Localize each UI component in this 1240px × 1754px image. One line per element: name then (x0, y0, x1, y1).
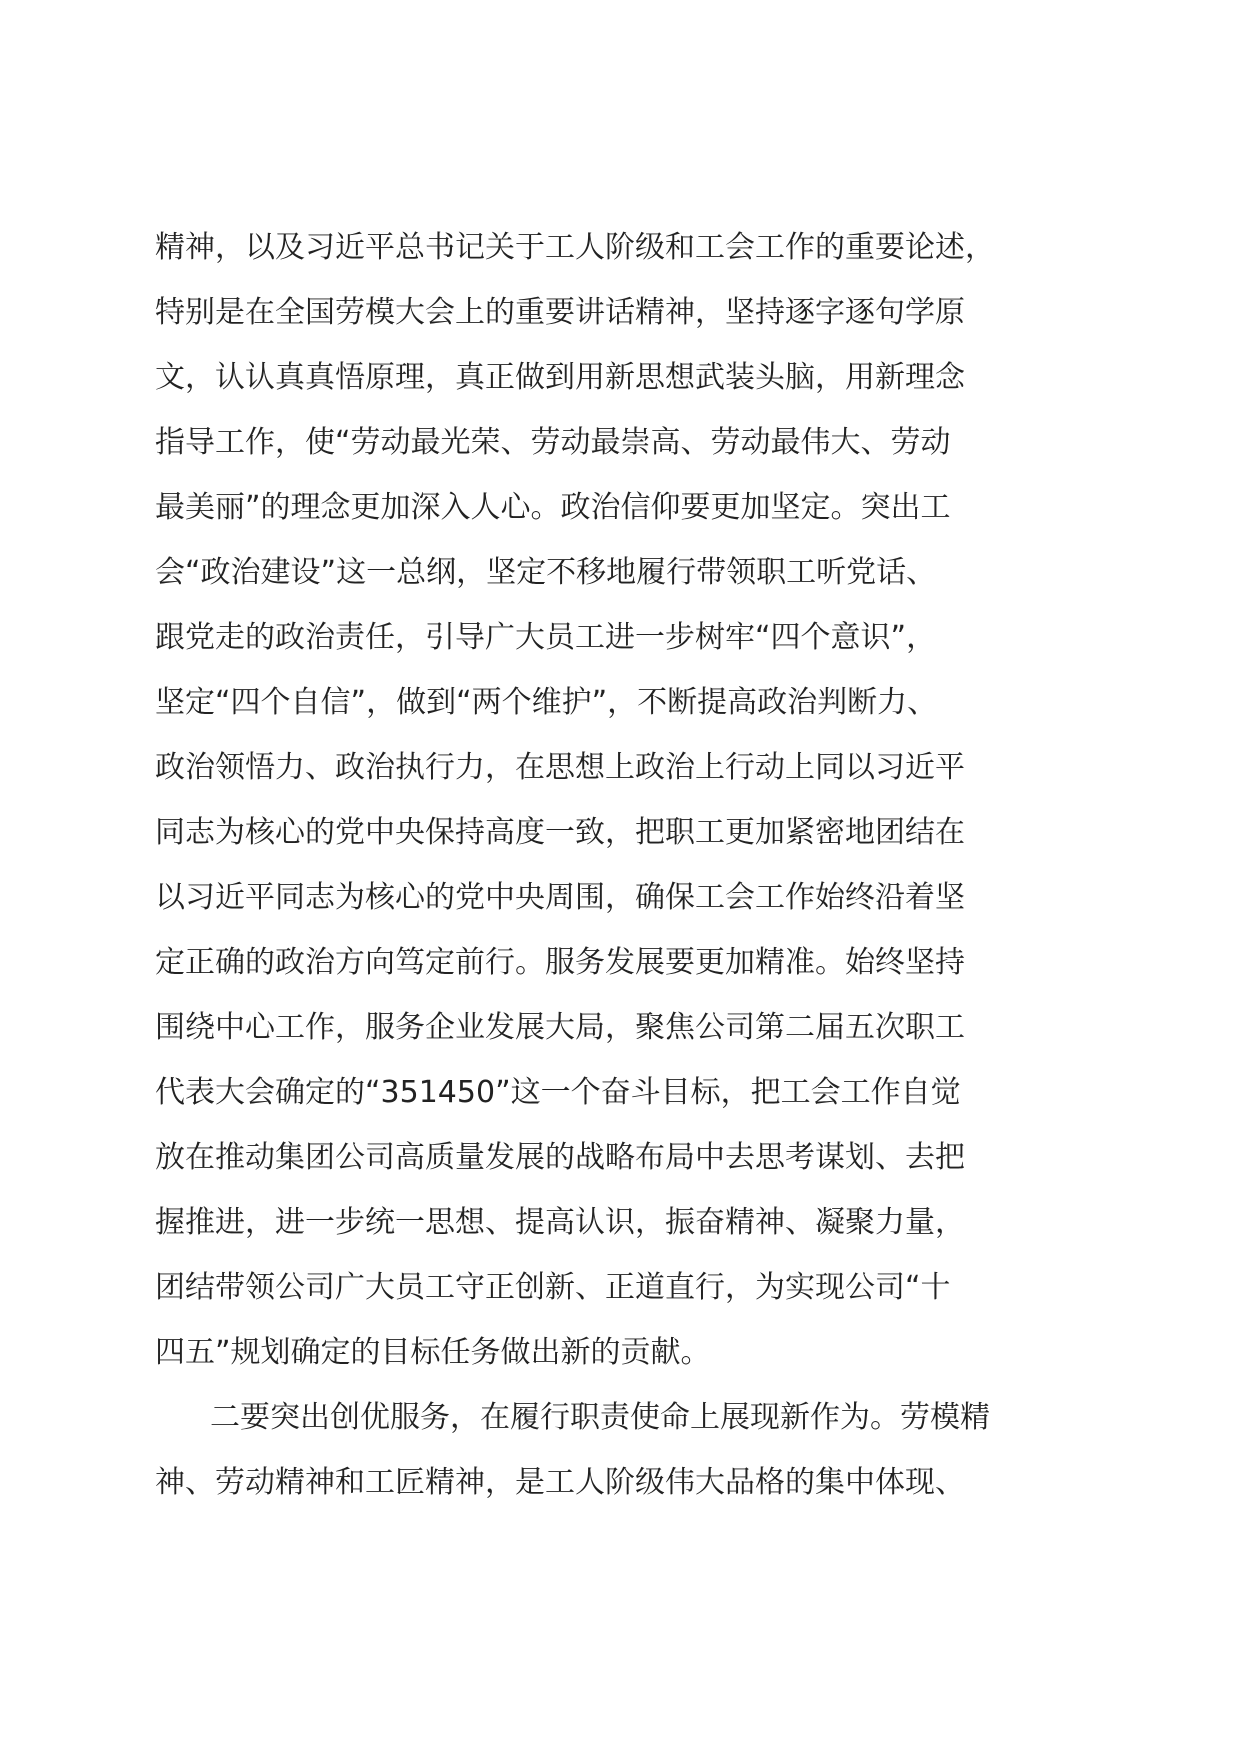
text-line: 神、劳动精神和工匠精神，是工人阶级伟大品格的集中体现、 (155, 1465, 965, 1500)
text-line: 特别是在全国劳模大会上的重要讲话精神，坚持逐字逐句学原 (155, 295, 965, 330)
text-line: 以习近平同志为核心的党中央周围，确保工会工作始终沿着坚 (155, 880, 965, 915)
text-line: 同志为核心的党中央保持高度一致，把职工更加紧密地团结在 (155, 815, 965, 850)
text-line: 指导工作，使“劳动最光荣、劳动最崇高、劳动最伟大、劳动 (155, 425, 951, 460)
text-line: 团结带领公司广大员工守正创新、正道直行，为实现公司“十 (155, 1270, 951, 1305)
text-line: 文，认认真真悟原理，真正做到用新思想武装头脑，用新理念 (155, 360, 965, 395)
text-line: 定正确的政治方向笃定前行。服务发展要更加精准。始终坚持 (155, 945, 965, 980)
text-line: 会“政治建设”这一总纲，坚定不移地履行带领职工听党话、 (155, 555, 937, 590)
text-line: 政治领悟力、政治执行力，在思想上政治上行动上同以习近平 (155, 750, 965, 785)
text-line: 坚定“四个自信”，做到“两个维护”，不断提高政治判断力、 (155, 685, 938, 720)
text-line: 代表大会确定的“351450”这一个奋斗目标，把工会工作自觉 (155, 1075, 961, 1110)
body-text (155, 215, 1085, 1515)
paragraph-start-line: 二要突出创优服务，在履行职责使命上展现新作为。劳模精 (210, 1400, 990, 1435)
text-line: 握推进，进一步统一思想、提高认识，振奋精神、凝聚力量， (155, 1205, 965, 1240)
text-line: 跟党走的政治责任，引导广大员工进一步树牢“四个意识”， (155, 620, 937, 655)
text-line: 围绕中心工作，服务企业发展大局，聚焦公司第二届五次职工 (155, 1010, 965, 1045)
text-line: 四五”规划确定的目标任务做出新的贡献。 (155, 1335, 711, 1370)
text-line: 放在推动集团公司高质量发展的战略布局中去思考谋划、去把 (155, 1140, 965, 1175)
text-line: 最美丽”的理念更加深入人心。政治信仰要更加坚定。突出工 (155, 490, 951, 525)
text-line: 精神，以及习近平总书记关于工人阶级和工会工作的重要论述， (155, 230, 995, 265)
